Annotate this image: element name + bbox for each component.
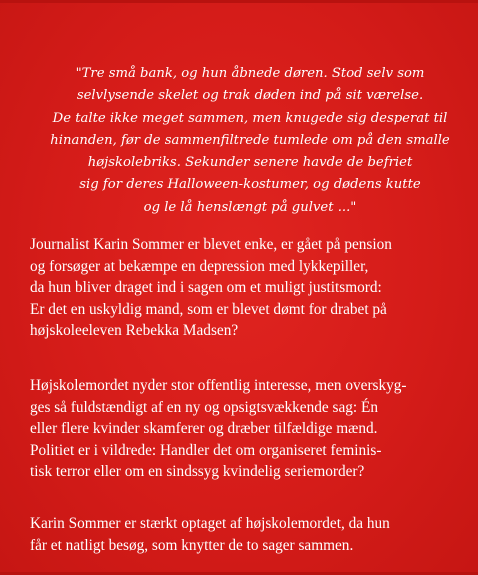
- blurb-paragraph-3: Karin Sommer er stærkt optaget af højskolemordet, da hun får et natligt besøg, som knytter de to sager sammen.: [30, 515, 390, 554]
- blurb-paragraph-2: Højskolemordet nyder stor offentlig interesse, men overskyg- ges så fuldstændigt af en ny og opsigtsvækkende sag: Én eller flere kvinder skamferer og dræber tilfældige mænd. Politiet er i vildrede: Handler det om organiseret feminis- tisk terror eller om en sindssyg kvindelig seriemorder?: [30, 377, 407, 480]
- blurb-paragraph-1: Journalist Karin Sommer er blevet enke, er gået på pension og forsøger at bekæmpe en depression med lykkepiller, da hun bliver draget ind i sagen om et muligt justitsmord: Er det en uskyldig mand, som er blevet dømt for drabet på højskoleeleven Rebekka Madsen?: [30, 236, 392, 339]
- excerpt-quote: "Tre små bank, og hun åbnede døren. Stod selv som selvlysende skelet og trak døden ind på sit værelse. De talte ikke meget sammen, men knugede sig desperat til hinanden, før de sammenfiltrede tumlede om på den smalle højskolebriks. Sekunder senere havde de befriet sig for deres Halloween-kostumer, og dødens kutte og le lå henslængt på gulvet ...": [50, 66, 450, 215]
- cover-top-edge: [0, 0, 478, 3]
